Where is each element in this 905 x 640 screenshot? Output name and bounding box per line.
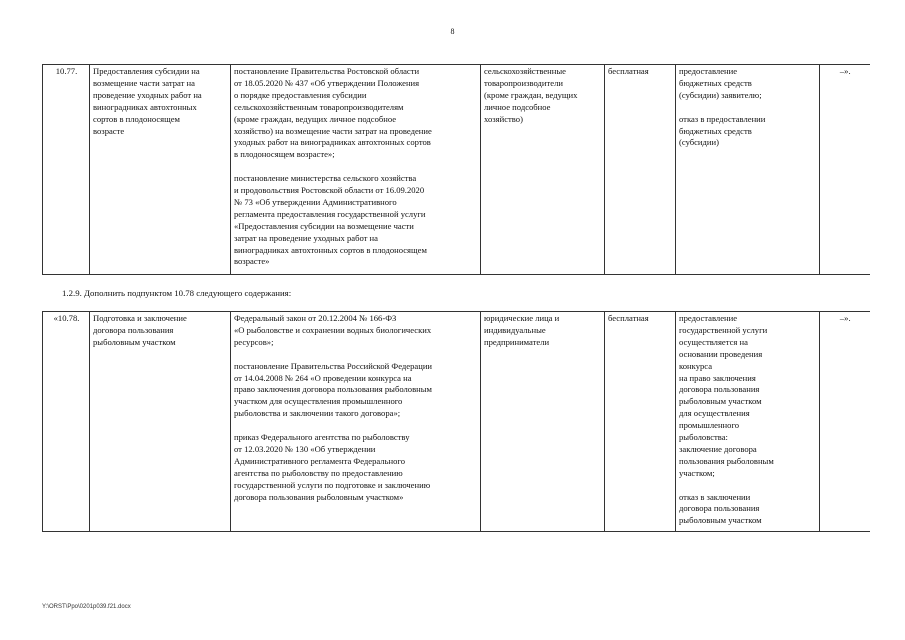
amendment-instruction: 1.2.9. Дополнить подпунктом 10.78 следующего содержания:: [62, 288, 292, 298]
fee-cell: бесплатная: [605, 312, 676, 532]
applicants-cell: юридические лица и индивидуальные предприниматели: [481, 312, 605, 532]
applicants-cell: сельскохозяйственные товаропроизводители (кроме граждан, ведущих личное подсобное хозяйство): [481, 65, 605, 275]
result-cell: предоставление бюджетных средств (субсидии) заявителю; отказ в предоставлении бюджетных средств (субсидии): [676, 65, 820, 275]
item-number-cell: 10.77.: [43, 65, 90, 275]
legal-basis-cell: постановление Правительства Ростовской области от 18.05.2020 № 437 «Об утверждении Положения о порядке предоставления субсидии сельскохозяйственным товаропроизводителям (кроме граждан, ведущих личное подсобное хозяйство) на возмещение части затрат на проведение уходных работ на виноградниках автохтонных сортов в плодоносящем возрасте»; постановление министерства сельского хозяйства и продовольствия Ростовской области от 16.09.2020 № 73 «Об утверждении Административного регламента предоставления государственной услуги «Предоставления субсидии на возмещение части затрат на проведение уходных работ на виноградниках автохтонных сортов в плодоносящем возрасте»: [231, 65, 481, 275]
result-cell: предоставление государственной услуги осуществляется на основании проведения конкурса на право заключения договора пользования рыболовным участком для осуществления промышленного рыболовства: заключение договора пользования рыболовным участком; отказ в заключении договора пользования рыболовным участком: [676, 312, 820, 532]
legal-basis-cell: Федеральный закон от 20.12.2004 № 166-ФЗ «О рыболовстве и сохранении водных биологических ресурсов»; постановление Правительства Российской Федерации от 14.04.2008 № 264 «О проведении конкурса на право заключения договора пользования рыболовным участком для осуществления промышленного рыболовства и заключении такого договора»; приказ Федерального агентства по рыболовству от 12.03.2020 № 130 «Об утверждении Административного регламента Федерального агентства по рыболовству по предоставлению государственной услуги по подготовке и заключению договора пользования рыболовным участком»: [231, 312, 481, 532]
fee-cell: бесплатная: [605, 65, 676, 275]
closing-mark-cell: –».: [820, 312, 870, 532]
closing-mark-cell: –».: [820, 65, 870, 275]
service-name-cell: Подготовка и заключение договора пользования рыболовным участком: [90, 312, 231, 532]
services-table-row-1078: [42, 311, 870, 532]
page-number: 8: [450, 27, 455, 36]
services-table-row-1077: [42, 64, 870, 275]
table-row: [43, 312, 870, 532]
item-number-cell: «10.78.: [43, 312, 90, 532]
footer-file-path: Y:\ORST\Ppo\0201p039.f21.docx: [42, 604, 131, 610]
service-name-cell: Предоставления субсидии на возмещение части затрат на проведение уходных работ на виноградниках автохтонных сортов в плодоносящем возрасте: [90, 65, 231, 275]
table-row: [43, 65, 870, 275]
